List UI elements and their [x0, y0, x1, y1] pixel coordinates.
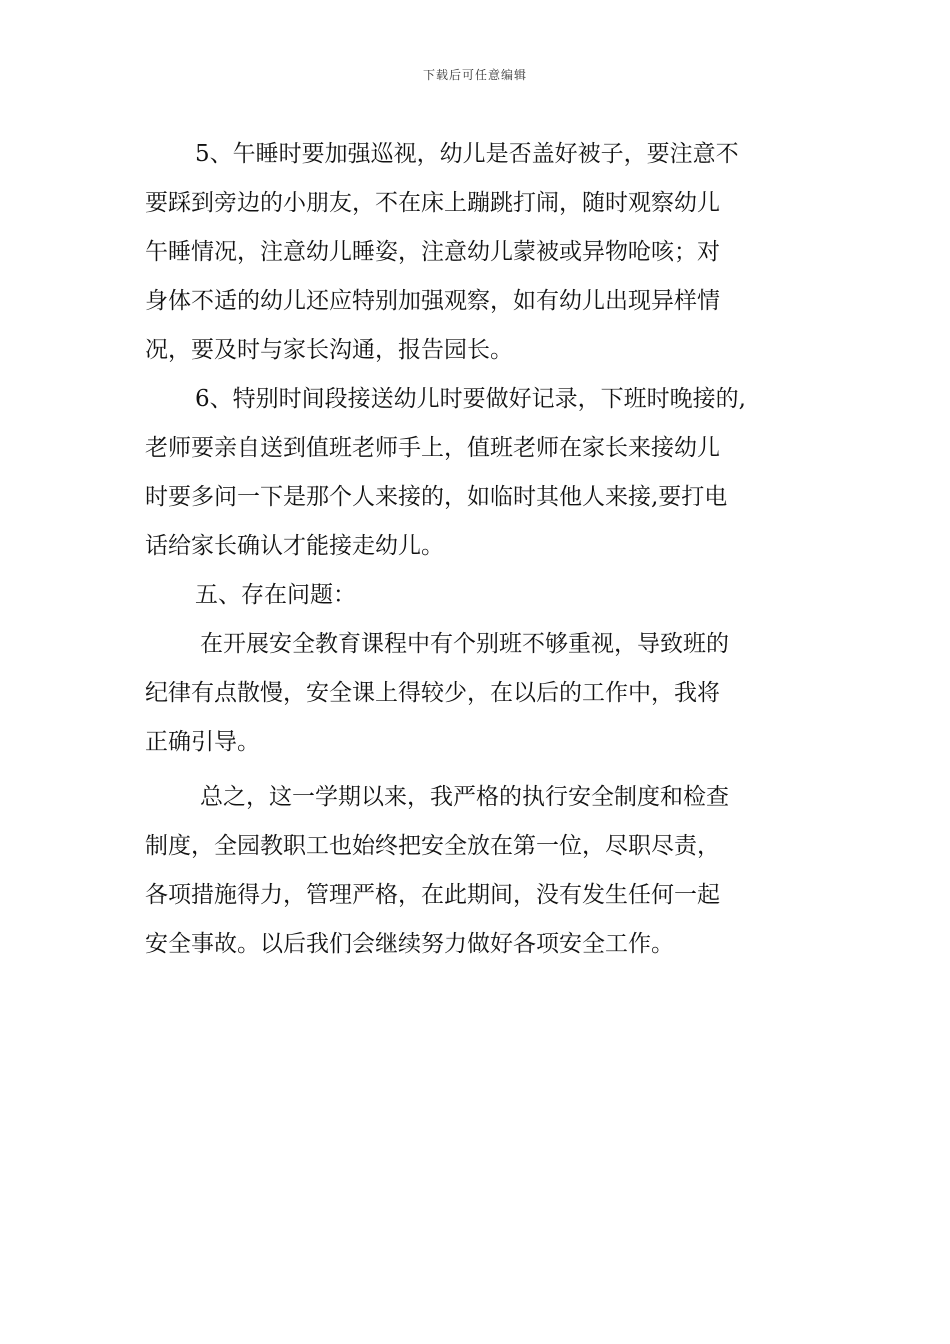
text-line: 纪律有点散慢，安全课上得较少，在以后的工作中，我将 — [145, 680, 720, 706]
paragraph-summary — [145, 773, 810, 969]
text-line: 话给家长确认才能接走幼儿。 — [145, 533, 444, 559]
text-line: 正确引导。 — [145, 729, 260, 755]
text-line: 五、存在问题： — [195, 582, 356, 608]
text-line: 6、特别时间段接送幼儿时要做好记录，下班时晚接的, — [195, 386, 746, 412]
text-line: 5、午睡时要加强巡视，幼儿是否盖好被子，要注意不 — [195, 141, 739, 167]
paragraph-problems — [145, 620, 810, 767]
text-line: 总之，这一学期以来，我严格的执行安全制度和检查 — [200, 784, 729, 810]
text-line: 午睡情况，注意幼儿睡姿，注意幼儿蒙被或异物呛咳；对 — [145, 239, 720, 265]
text-line: 时要多问一下是那个人来接的，如临时其他人来接,要打电 — [145, 484, 728, 510]
document-body — [145, 130, 810, 969]
text-line: 在开展安全教育课程中有个别班不够重视，导致班的 — [200, 631, 729, 657]
paragraph-item-5 — [145, 130, 810, 375]
page-header: 下载后可任意编辑 — [422, 68, 527, 82]
text-line: 况，要及时与家长沟通，报告园长。 — [145, 337, 513, 363]
section-heading-problems — [145, 571, 810, 620]
paragraph-item-6 — [145, 375, 810, 571]
text-line: 老师要亲自送到值班老师手上，值班老师在家长来接幼儿 — [145, 435, 720, 461]
text-line: 安全事故。以后我们会继续努力做好各项安全工作。 — [145, 931, 674, 957]
text-line: 各项措施得力，管理严格，在此期间，没有发生任何一起 — [145, 882, 720, 908]
text-line: 身体不适的幼儿还应特别加强观察，如有幼儿出现异样情 — [145, 288, 720, 314]
text-line: 要踩到旁边的小朋友，不在床上蹦跳打闹，随时观察幼儿 — [145, 190, 720, 216]
text-line: 制度，全园教职工也始终把安全放在第一位，尽职尽责， — [145, 833, 720, 859]
